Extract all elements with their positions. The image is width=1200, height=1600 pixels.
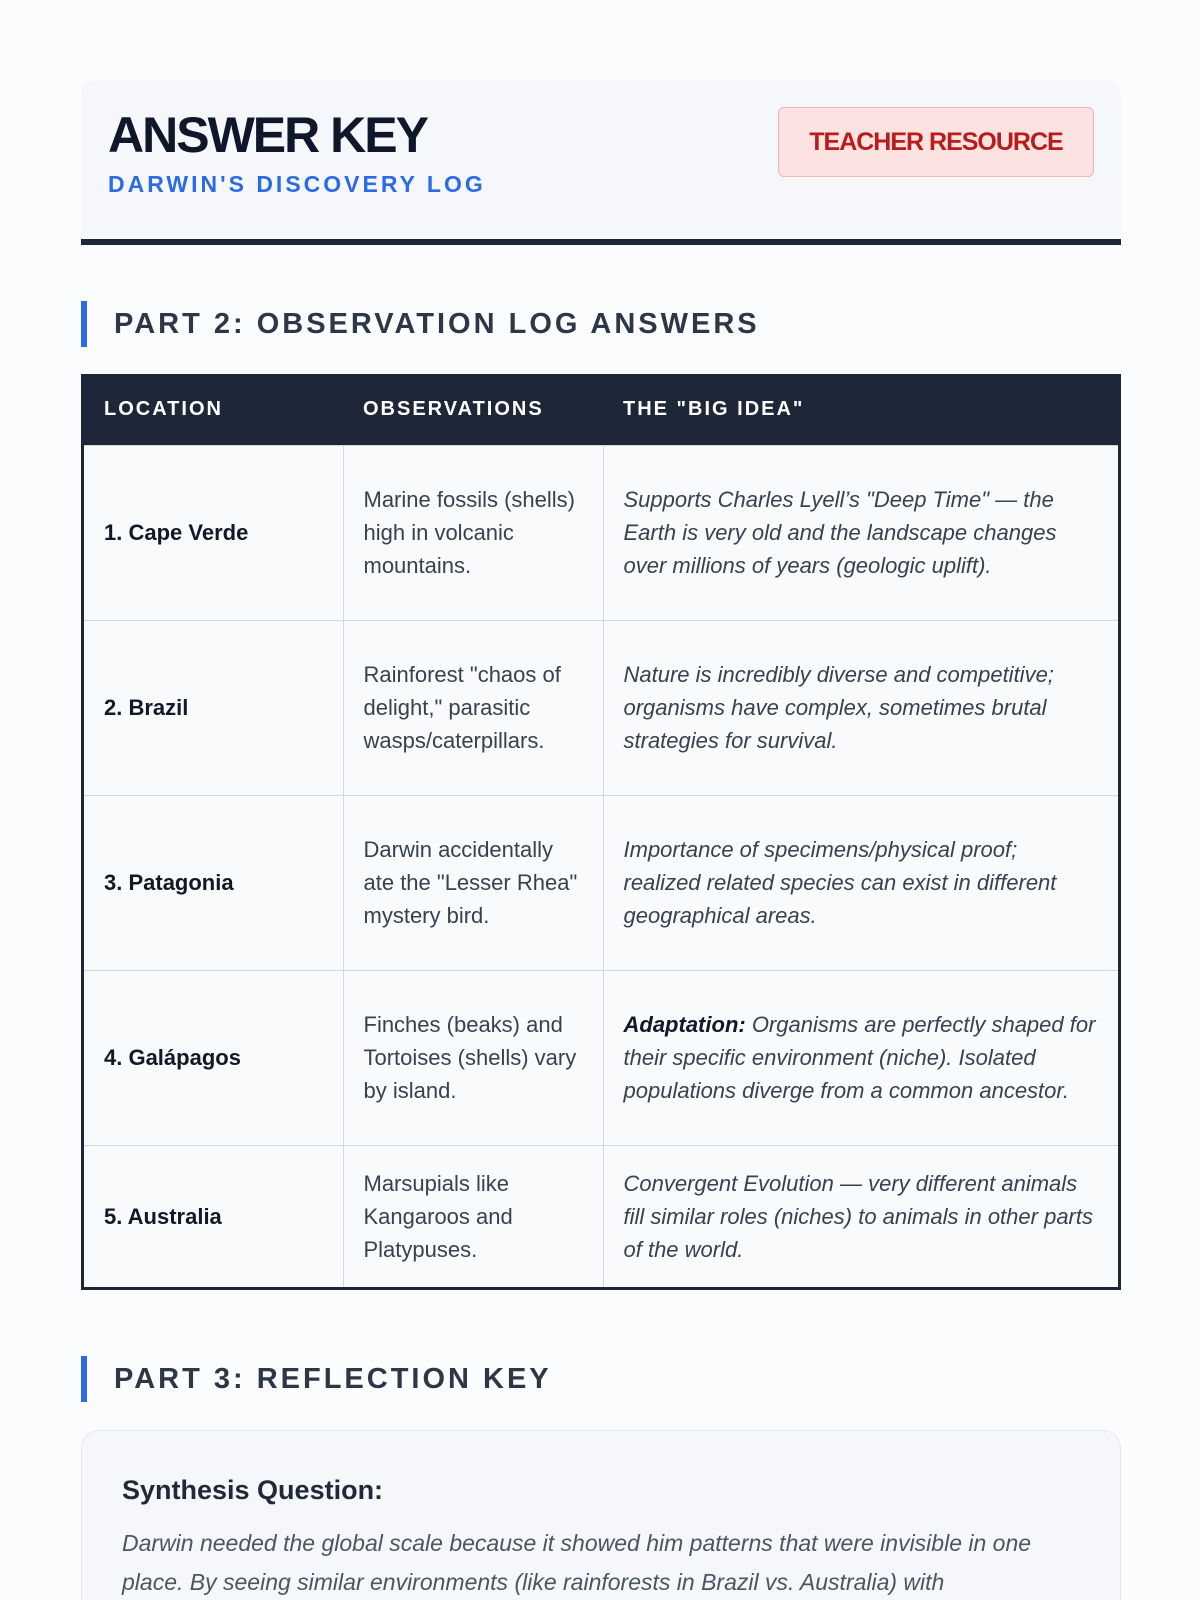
page-title: ANSWER KEY (108, 107, 427, 163)
big-idea-text: Convergent Evolution — very different animals fill similar roles (niches) to animals in other parts of the world. (623, 1170, 1093, 1262)
big-idea-cell (603, 795, 1118, 970)
table-row (84, 1145, 1118, 1287)
teacher-resource-badge: TEACHER RESOURCE (778, 107, 1094, 177)
location-cell: 4. Galápagos (84, 970, 343, 1145)
answer-key-page (81, 80, 1121, 1595)
page-subtitle: DARWIN'S DISCOVERY LOG (108, 171, 486, 197)
big-idea-cell (603, 445, 1118, 620)
synthesis-answer: Darwin needed the global scale because it showed him patterns that were invisible in one place. By seeing similar environments (like rainforests in Brazil vs. Australia) with (122, 1530, 1032, 1595)
table-row (84, 970, 1118, 1145)
table-header-row (84, 374, 1118, 445)
location-cell: 2. Brazil (84, 620, 343, 795)
table-row (84, 620, 1118, 795)
observations-cell: Darwin accidentally ate the "Lesser Rhea" mystery bird. (343, 795, 603, 970)
table-row (84, 445, 1118, 620)
observations-cell: Marine fossils (shells) high in volcanic mountains. (343, 445, 603, 620)
location-cell: 1. Cape Verde (84, 445, 343, 620)
synthesis-question-title: Synthesis Question: (122, 1475, 384, 1505)
table-row (84, 795, 1118, 970)
column-header-location: LOCATION (84, 374, 343, 445)
header (81, 80, 1121, 245)
big-idea-text: Nature is incredibly diverse and competitive; organisms have complex, sometimes brutal strategies for survival. (623, 662, 1054, 753)
observation-table (81, 374, 1121, 1290)
reflection-card (81, 1430, 1121, 1600)
big-idea-cell (603, 620, 1118, 795)
part2-heading: PART 2: OBSERVATION LOG ANSWERS (81, 301, 760, 347)
observations-cell: Marsupials like Kangaroos and Platypuses. (343, 1145, 603, 1287)
observations-cell: Rainforest "chaos of delight," parasitic wasps/caterpillars. (343, 620, 603, 795)
location-cell: 3. Patagonia (84, 795, 343, 970)
column-header-big-idea: THE "BIG IDEA" (603, 374, 1118, 445)
part3-heading: PART 3: REFLECTION KEY (81, 1356, 552, 1402)
big-idea-cell (603, 970, 1118, 1145)
big-idea-text: Importance of specimens/physical proof; realized related species can exist in different geographical areas. (623, 837, 1057, 928)
big-idea-text: Organisms are perfectly shaped for their specific environment (niche). Isolated populations diverge from a common ancestor. (623, 1012, 1096, 1103)
big-idea-term: Adaptation: (623, 1012, 746, 1037)
big-idea-cell (603, 1145, 1118, 1287)
big-idea-text: Supports Charles Lyell’s "Deep Time" — the Earth is very old and the landscape changes over millions of years (geologic uplift). (623, 487, 1057, 578)
observations-cell: Finches (beaks) and Tortoises (shells) vary by island. (343, 970, 603, 1145)
column-header-observations: OBSERVATIONS (343, 374, 603, 445)
location-cell: 5. Australia (84, 1145, 343, 1287)
